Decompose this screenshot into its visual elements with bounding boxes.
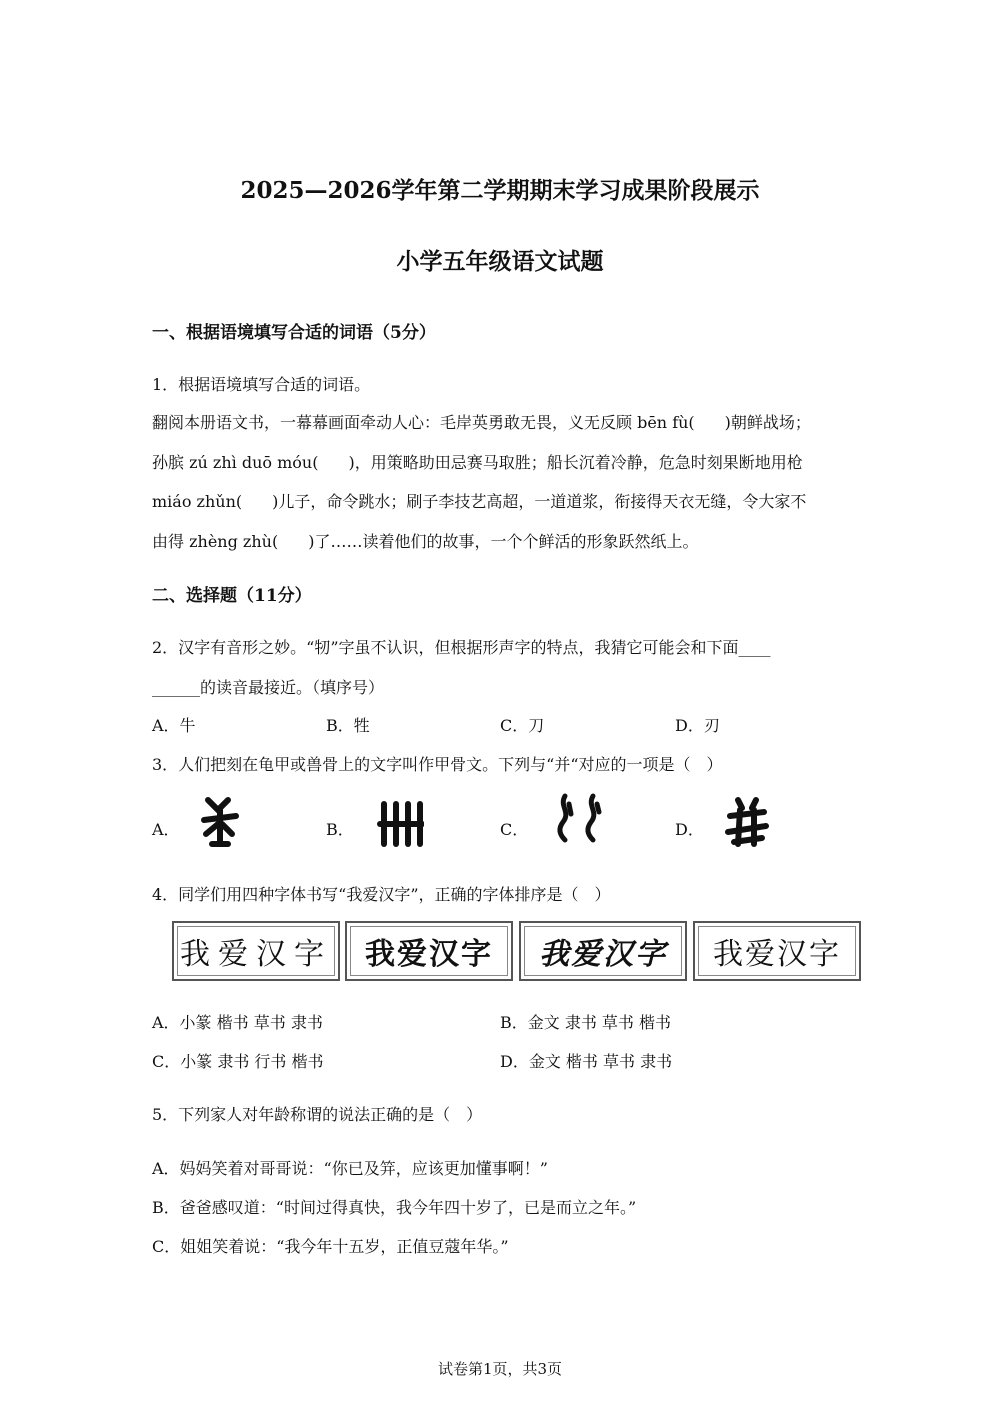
q2-option-a[interactable]: A．牛: [152, 716, 196, 735]
script-sample-1: [172, 921, 340, 981]
q4-option-d[interactable]: D．金文 楷书 草书 隶书: [500, 1052, 673, 1071]
q2-stem-line1: 2．汉字有音形之妙。“牣”字虽不认识，但根据形声字的特点，我猜它可能会和下面____: [152, 638, 771, 657]
oracle-bone-glyph-c: [551, 792, 607, 844]
script-sample-4-text: 我爱汉字: [713, 938, 841, 971]
q3-option-d-label[interactable]: D．: [675, 820, 704, 839]
script-sample-1-text: 我爱汉字: [180, 937, 332, 972]
passage-text: )儿子，命令跳水；刷子李技艺高超，一道道浆，衔接得天衣无缝，令大家不: [272, 492, 807, 511]
q4-stem: 4．同学们用四种字体书写“我爱汉字”，正确的字体排序是（ ）: [152, 885, 611, 904]
passage-text: )了……读着他们的故事，一个个鲜活的形象跃然纸上。: [308, 532, 699, 551]
script-sample-2: [345, 921, 513, 981]
q3-option-c-label[interactable]: C．: [500, 820, 529, 839]
passage-line-2: [152, 450, 803, 473]
q5-option-a[interactable]: A．妈妈笑着对哥哥说：“你已及笄，应该更加懂事啊！”: [152, 1159, 548, 1178]
q4-option-c[interactable]: C．小篆 隶书 行书 楷书: [152, 1052, 324, 1071]
passage-text: 孙膑 zú zhì duō móu(: [152, 453, 319, 472]
script-sample-2-text: 我爱汉字: [365, 937, 493, 972]
q1-stem: 1．根据语境填写合适的词语。: [152, 375, 371, 394]
passage-line-3: [152, 489, 806, 512]
script-sample-4: [693, 921, 861, 981]
q3-option-a-label[interactable]: A．: [152, 820, 180, 839]
q5-option-b[interactable]: B．爸爸感叹道：“时间过得真快，我今年四十岁了，已是而立之年。”: [152, 1198, 637, 1217]
exam-title: 2025—2026学年第二学期期末学习成果阶段展示: [240, 177, 760, 204]
q2-option-d[interactable]: D．刃: [675, 716, 720, 735]
section1-heading: 一、根据语境填写合适的词语（5分）: [152, 323, 436, 343]
q2-option-c[interactable]: C．刀: [500, 716, 545, 735]
q2-option-b[interactable]: B．牲: [326, 716, 370, 735]
q3-stem: 3．人们把刻在龟甲或兽骨上的文字叫作甲骨文。下列与“并“对应的一项是（ ）: [152, 755, 723, 774]
oracle-bone-glyph-d: [724, 796, 770, 848]
q5-option-c[interactable]: C．姐姐笑着说：“我今年十五岁，正值豆蔻年华。”: [152, 1237, 509, 1256]
oracle-bone-glyph-b: [376, 800, 424, 848]
passage-line-1: [152, 410, 811, 433]
q4-option-b[interactable]: B．金文 隶书 草书 楷书: [500, 1013, 672, 1032]
q3-option-b-label[interactable]: B．: [326, 820, 354, 839]
section2-heading: 二、选择题（11分）: [152, 586, 312, 606]
script-sample-3: [519, 921, 687, 981]
q2-stem-line2: ______的读音最接近。（填序号）: [152, 678, 385, 697]
page-footer: 试卷第1页，共3页: [437, 1360, 563, 1378]
passage-line-4: [152, 529, 698, 552]
passage-text: )，用策略助田忌赛马取胜；船长沉着冷静，危急时刻果断地用枪: [348, 453, 803, 472]
passage-text: )朝鲜战场；: [724, 413, 811, 432]
q4-option-a[interactable]: A．小篆 楷书 草书 隶书: [152, 1013, 323, 1032]
passage-text: miáo zhǔn(: [152, 492, 243, 511]
passage-text: 由得 zhèng zhù(: [152, 532, 279, 551]
passage-text: 翻阅本册语文书，一幕幕画面牵动人心：毛岸英勇敢无畏，义无反顾 bēn fù(: [152, 413, 695, 432]
q5-stem: 5．下列家人对年龄称谓的说法正确的是（ ）: [152, 1105, 483, 1124]
exam-subtitle: 小学五年级语文试题: [396, 248, 604, 275]
script-sample-3-text: 我爱汉字: [539, 938, 667, 971]
oracle-bone-glyph-a: [198, 794, 242, 850]
